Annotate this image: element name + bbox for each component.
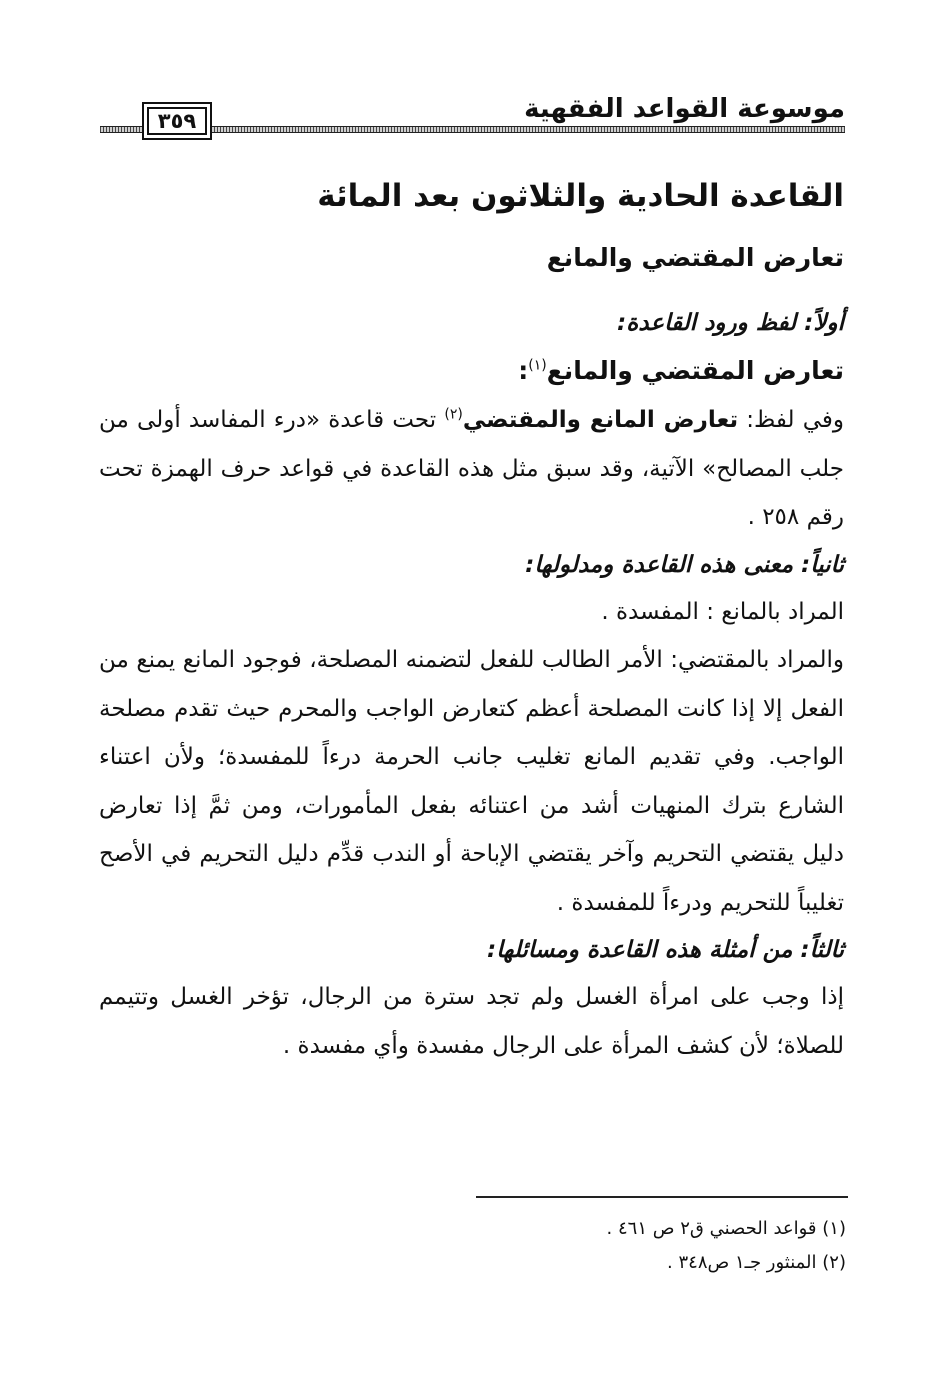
footnote-1: (١) قواعد الحصني ق٢ ص ٤٦١ .	[606, 1218, 846, 1239]
rule-title: القاعدة الحادية والثلاثون بعد المائة	[317, 178, 844, 214]
paragraph-requirement-meaning: والمراد بالمقتضي: الأمر الطالب للفعل لتضمنه المصلحة، فوجود المانع يمنع من الفعل إلا إذا كانت المصلحة أعظم كتعارض الواجب والمحرم حيث تقدم مصلحة الواجب. وفي تقديم المانع تغليب جانب الحرمة درءاً للمفسدة؛ ولأن اعتناء الشارع بترك المنهيات أشد من اعتنائه بفعل المأمورات، ومن ثمَّ إذا تعارض دليل يقتضي التحريم وآخر يقتضي الإباحة أو الندب قدِّم دليل التحريم في الأصح تغليباً للتحريم ودرءاً للمفسدة .	[99, 647, 844, 916]
main-content	[99, 170, 844, 1070]
para-bold-phrase: تعارض المانع والمقتضي	[462, 407, 739, 433]
page-number: ٣٥٩	[142, 102, 212, 140]
colon: :	[518, 356, 529, 385]
footnote-2: (٢) المنثور جـ١ ص٣٤٨ .	[667, 1252, 846, 1273]
book-title: موسوعة القواعد الفقهية	[524, 94, 845, 124]
rule-phrase-text: تعارض المقتضي والمانع	[546, 356, 844, 385]
rule-name: تعارض المقتضي والمانع	[546, 243, 844, 272]
section-heading-1: أولاً: لفظ ورود القاعدة:	[617, 310, 844, 336]
para-lead: وفي لفظ:	[738, 407, 845, 433]
paragraph-obstacle-meaning: المراد بالمانع : المفسدة .	[601, 598, 844, 625]
footnote-ref-2: (٢)	[444, 406, 463, 423]
footnote-ref-1: (١)	[528, 357, 547, 374]
section-heading-2: ثانياً: معنى هذه القاعدة ومدلولها:	[525, 551, 844, 578]
paragraph-alt-wording	[99, 396, 844, 542]
paragraph-example: إذا وجب على امرأة الغسل ولم تجد سترة من الرجال، تؤخر الغسل وتتيمم للصلاة؛ لأن كشف المرأة على الرجال مفسدة وأي مفسدة .	[99, 984, 844, 1059]
page-header	[100, 92, 845, 140]
section-heading-3: ثالثاً: من أمثلة هذه القاعدة ومسائلها:	[487, 937, 844, 963]
footnote-separator	[476, 1196, 848, 1198]
rule-phrase	[99, 346, 844, 396]
footnotes	[101, 1212, 846, 1280]
para-rest: تحت قاعدة «درء المفاسد أولى من جلب المصالح» الآتية، وقد سبق مثل هذه القاعدة في قواعد حرف الهمزة تحت رقم ٢٥٨ .	[99, 407, 844, 530]
